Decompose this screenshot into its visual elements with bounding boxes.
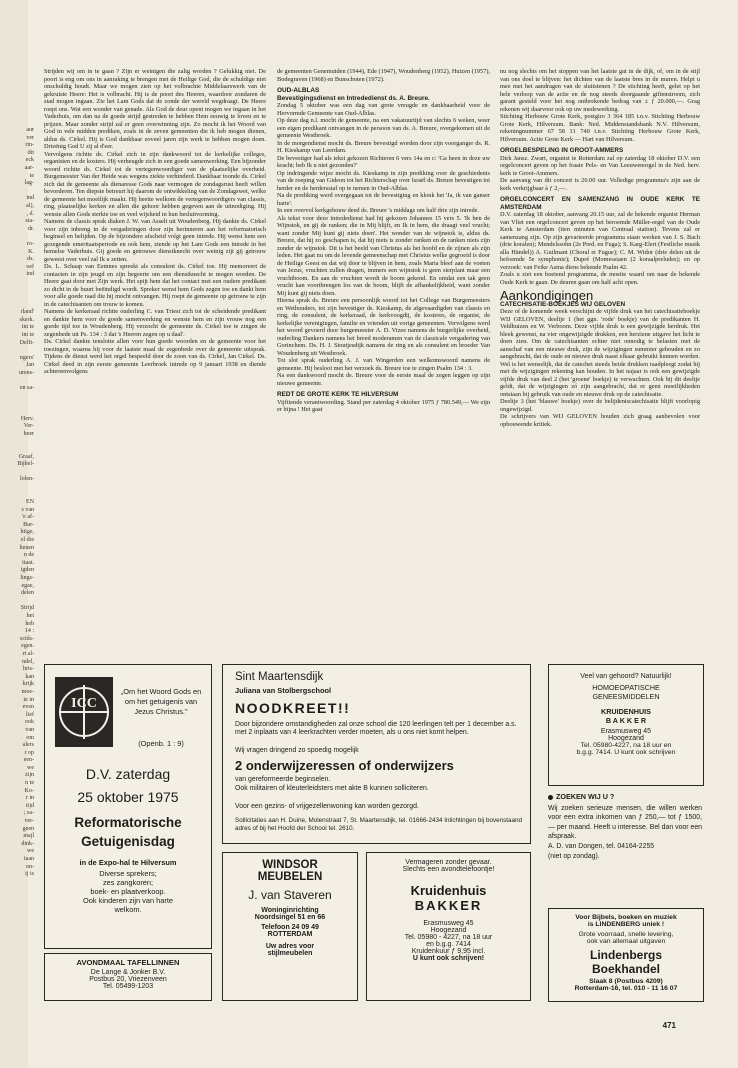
ad-title2: Boekhandel [591,962,660,976]
article-oud-alblas-paragraph-6: Na de prediking werd overgegaan tot de bevestiging en klonk het 'Ja, ik van ganser harte'. [277,192,490,207]
orgelconcert-p2: Zoals u ziet een boeiend programma, de moeite waard om naar de bekende Oude Kerk te gaan. De deuren gaan om half acht open. [500,271,700,286]
ad-paragraph6: Sollicitaties aan H. Duine, Molenstraat 7, St. Maartensdijk, tel. 01666-2434 Inlichtingen bij bovenstaand adres of bij het Hoofd der School tel. 2610. [235,817,523,832]
cut-line: dink- [21,840,34,847]
event-title-line1: Reformatorische [74,815,182,830]
cut-line: lag- [24,180,34,187]
cut-line: n te [25,780,34,787]
cut-line: ind [26,195,34,202]
cut-line: egae, [21,582,34,589]
ad-line4: ROTTERDAM [267,931,313,938]
vacancy-heading: 2 onderwijzeressen of onderwijzers [235,758,454,773]
article-oud-alblas-paragraph-10: Tot slot sprak ouderling A. J. van Wingerden een welkomswoord namens de gemeente. Hij besloot met het verzoek ds. Breure toe te zingen Psalm 134 : 3. [277,357,490,372]
icc-logo-icon [55,677,113,747]
catechisatie-p3: De schrijvers van WIJ GELOVEN houden zich graag aanbevolen voor opbouwende kritiek. [500,413,700,428]
icc-logo [55,677,113,747]
cut-line: Jan [26,362,34,369]
cut-line: aar- [24,164,34,171]
ad-title1: Kruidenhuis [410,883,487,898]
article-cirkel-paragraph-6: Ds. Cirkel dankte tenslotte allen voor hun goede woorden en de gemeente voor het toezingen, waarna hij voor de laatste maal de zegenbede over de gemeente uitsprak. Tijdens de dienst werd het orgel bespeeld door de zoon van ds. Cirkel, Jan Cirkel. Ds. Cirkel deed in zijn eerste gemeente Leerbroek intrede op 9 januari 1938 en diende achtereenvolgens [44,338,266,375]
ad-intro1: Vermageren zonder gevaar. [405,859,492,866]
cut-line: we [27,848,34,855]
ad-line3: Tel. 05499-1203 [102,983,154,990]
heading-grote-kerk-hilversum: REDT DE GROTE KERK TE HILVERSUM [277,391,399,398]
cut-line [0,469,34,477]
cut-line: 14 : [24,628,34,635]
article-cirkel-paragraph-4: Ds. L. Schaap van Eemnes spreekt als consulent ds. Cirkel toe. Hij memoreert de contacten in zijn jeugd en zijn begeerte om een dienstknecht te mogen worden. De Heere gaat door met Zijn werk. Het spijt hem dat het contact met een oudere predikant zo dicht in de buurt beëindigd wordt. Spreker wenst hem Gods zegen toe en dankt hem voor alle goede raad die hij mocht ontvangen. Hij roept de gemeente op getrouw te zijn in de catechisanten om trouw te komen. [44,263,266,308]
cut-line: zijn [25,772,34,779]
cut-line: dr. [27,225,34,232]
cut-line: majl [23,833,34,840]
article-grote-kerk-paragraph-2: Stichting Herbouw Grote Kerk, postgiro 3 364 185 t.n.v. Stichting Herbouw Grote Kerk, Hilversum. Bank: Ned. Middenstandsbank N.V. Hilversum, rekeningnummer 67 58 11 740 t.n.v. Stichting Herbouw Grote Kerk, Hilversum. Actie Grote Kerk — Hart van Hilversum. [500,113,700,143]
page-number: 471 [662,1021,676,1030]
event-line4: Ook kinderen zijn van harte welkom. [83,896,173,914]
heading-orgelconcert: ORGELCONCERT EN SAMENZANG IN OUDE KERK TE AMSTERDAM [500,196,700,211]
event-line1: Diverse sprekers; [99,869,157,878]
svg-text:ICC: ICC [71,696,97,711]
ad-reformatorische-getuigenisdag [44,664,212,949]
cut-line: rland' [20,309,34,316]
cut-line: n de [23,552,34,559]
cut-line: hris- [23,666,34,673]
article-cirkel-paragraph-5: Namens de kerkeraad richtte ouderling C. van Triest zich tot de scheidende predikant en dankte hem voor de goede samenwerking en wenste hem en zijn vrouw nog een goede tijd toe in Woudenberg. Hij verzocht de gemeente ds. Cirkel toe te zingen de zegenbede uit Ps. 134 : 3 dat 's Heeren zegen op u daal'. [44,308,266,338]
ad-price: Kruidenkuur ƒ 9,95 incl. [411,948,486,955]
cut-line: ro- [27,240,34,247]
cut-line: Herv. [20,415,34,422]
article-oud-alblas-paragraph-8: Als tekst voor deze intrededienst had hij gekozen Johannes 15 vers 5. 'Ik ben de Wijnstok, en gij de ranken; die in Mij blijft, en Ik in hem, die draagt veel vrucht; want zonder Mij kunt gij niets doen'. Het wonder van de wijnstok is, aldus ds. Breure, dat hij zo geschapen is, dat hij niets is zonder ranken en de ranken niets zijn zonder de wijnstok. Dit is het beeld van Christus als het hoofd en de zijnen als zijn leden. Het gaat nu om de levende gemeenschap met Christus welke gegroeid is door de Heilige Geest en dat wij door te blijven in hem, zoals Maria bleef aan de voeten van Jezus, vruchten zullen dragen, immers een wijnstok is geen sierplant maar een vruchtboom. En aan de vruchten wordt de boom gekend. En omdat een tak geen vrucht kan voortbrengen los van de boom, blijft de afhankelijkheid, want zonder Mij kunt gij niets doen. [277,214,490,297]
ad-contact: A. D. van Dongen, tel. 04164-2255 [548,842,655,850]
cut-line [0,347,34,355]
cut-line: een- [23,757,34,764]
cut-line: ; sa- [23,810,34,817]
catechisatie-p1: Deze of de komende week verschijnt de vijfde druk van het catechisatieboekje WIJ GELOVEN, deeltje 1 (het ggn. 'rode' boekje) van de predikanten H. Veldhuizen en W. Verboom. Deze vijfde druk is een gewijzigde herdruk. Het bleek gewenst, na vier ongewijzigde drukken, een herziene uitgave het licht te doen zien. Om de catechisanten echter niet onnodig te belasten met de aanschaf van een nieuwe druk, zijn de wijzigingen summier gehouden en zo aangebracht, dat de oude en nieuwe druk naast elkaar gebruikt kunnen worden. Wel is het wenselijk, dat de catechet steeds beide drukken raadpleegt zodat hij met de wijzigingen rekening kan houden. In het najaar is ook een gewijzigde vijfde druk van deel 2 (het 'groene' boekje) te verwachten. Ook bij dit deeltje geldt, dat de wijzigingen zó zijn aangebracht, dat er geen moeilijkheden ontstaan bij gebruik van oude en nieuwe druk op de catechisatie. [500,308,700,398]
cut-line: eck [25,157,34,164]
cut-line: Graaf, [18,453,34,460]
cut-line: s van [21,506,34,513]
ad-shop1: KRUIDENHUIS [601,707,651,716]
school-name: Juliana van Stolbergschool [235,686,332,695]
cut-line [0,188,34,196]
ad-line3: Grote voorraad, snelle levering, [578,931,674,938]
ad-paragraph5: Voor een gezins- of vrijgezellenwoning kan worden gezorgd. [235,803,419,810]
ad-lindenbergs-boekhandel [548,908,704,1002]
cut-line: r in [25,795,34,802]
ad-phone: Tel. 05980-4227, na 18 uur en [580,742,672,749]
ad-address2: Hoogezand [608,735,644,742]
ad-title: ZOEKEN WIJ U ? [548,792,702,802]
cut-line: het [26,613,34,619]
cut-off-left-column [0,127,34,879]
ad-title1: WINDSOR [262,859,318,871]
ad-address1: Erasmusweg 45 [600,728,652,735]
ad-title: AVONDMAAL TAFELLINNEN [76,958,180,967]
orgelbespeling-p1: Dirk Jansz. Zwart, organist te Rotterdam zal op zaterdag 18 oktober D.V. een orgelconcert geven op het fraaie Pels- en Van Leeuwenorgel in de Ned. herv. kerk te Groot-Ammers. [500,154,700,177]
bullet-icon [548,795,553,800]
orgelconcert-p1: D.V. zaterdag 18 oktober, aanvang 20.15 uur, zal de bekende organist Herman van Vliet een orgelconcert geven op het beroemde Müller-orgel van de Oude Kerk te Amsterdam (tien minuten van Centraal station). Tevens zal er samenzang zijn. Op zijn gevarieerde programma staan werken van J. S. Bach (drie koralen); Mendelssohn (2e Pred. en Fuga); S. Karg-Elert (Festliche musik alla Händel)) A. Guilmant (Choral et Fugue); C. M. Widor (drie delen uit de befoemde 5e symphonie); Dupré (Momessiaen (2 koraalpreludes); en op verzoek: van Feike Asma diens bekende Psalm 42. [500,211,700,271]
cut-line: EN [26,499,34,506]
orgelbespeling-p2: De aanvang van dit concert is 20.00 uur. Volledige programma's zijn aan de kerk verkrijgbaar à ƒ 2,—. [500,177,700,192]
article-oud-alblas-paragraph-2: Op deze dag n.l. mocht de gemeente, na een vakatuurtijd van slechts 6 weken, weer een eigen predikant ontvangen in de persoon van ds. A. Breure, overgekomen uit de gemeente Westbroek. [277,117,490,139]
cut-line: tijd [25,802,34,809]
cut-line: lings- [20,575,34,582]
cut-line: kan [25,673,34,680]
ad-line4: ook van allemaal uitgaven [586,938,666,945]
cut-line: igden [20,567,34,574]
cut-line: lief [26,711,34,718]
ad-line6: stijlmeubelen [267,950,313,957]
ad-closing: U kunt ook schrijven! [412,955,485,962]
cut-line: we [27,764,34,771]
ad-title1: Lindenbergs [589,948,662,962]
article-oud-alblas-paragraph-5: Op indringende wijze mocht ds. Kieskamp in zijn prediking over de geschiedenis van de roeping van Gideon tot het Richterschap over Israël ds. Breure bevestigen tot herder en de herdersstaf op te nemen in Oud-Alblas. [277,169,490,192]
event-date-line2: 25 oktober 1975 [77,789,179,805]
ad-zoeken-wij-u [548,792,702,861]
article-oud-alblas-paragraph-4: De bevestiger had als tekst gekozen Richteren 6 vers 14a en c: 'Ga heen in deze uw kracht; heb Ik u niet gezonden?' [277,154,490,169]
cut-line: taan [24,856,34,862]
article-cirkel-paragraph-3: Namens de classis sprak diaken J. W. van Asselt uit Woudenberg. Hij dankte ds. Cirkel voor zijn inbreng in de vergaderingen door zijn herinneren aan het reformatorisch beginsel en belijden. Op de bijzondere afscheid volgt geen intrede. Hij wenst hem een gezegende emeritaatsperiode en ook hem, ziende op het Lam Gods een intrede in het hemelse Vaderhuis. Gij goede en getrouwe dienstknecht over weinig zijt gij getrouw geweest over veel zal Ik u zetten. [44,218,266,263]
ad-title1: HOMOEOPATISCHE [592,683,660,692]
ad-phone: Rotterdam-16, tel. 010 - 11 16 07 [574,985,678,992]
cut-line: int te [21,332,34,339]
ad-paragraph3: van gereformeerde beginselen. [235,776,331,783]
cut-line: delen [21,590,34,597]
article-cirkel-paragraph-2: Vervolgens richtte ds. Cirkel zich in zijn dankwoord tot de kerkelijke colleges, organisten en de kosters. Hij verheugde zich in een goede samenwerking. Een bijzonder woord richtte ds. Cirkel tot de vertegenwoordiger van de plaatselijke overheid. Burgemeester Van der Heide was wegens ziekte verhinderd. Dankbaar toonde ds. Cirkel zich dat de gemeente als dienaresse Gods naar vermogen de zondagsrust heeft willen bevorderen. Ten diepste betreurt hij daarom de ontwikkeling van de Zondagswet, welke de gemeente het moeilijk maakt. Hij heette welkom de vertegenwoordigers van classis, ring, plaatselijke kerken en allen die gehoor hebben gegeven aan de uitnodiging. Hij wenste allen Gods sterkte toe en veel wijsheid in hun besluitvorming. [44,150,266,218]
cut-line [0,279,34,287]
ad-title2: BAKKER [414,898,483,913]
cut-line: Ko- [24,787,34,794]
ad-intro2: Slechts een avondtelefoontje! [402,866,495,873]
cut-line [0,438,34,446]
ad-address2: Hoogezand [430,927,467,934]
cut-line: oef [26,263,34,270]
ad-phone2: en b.g.g. 7414 [426,941,471,948]
ad-kruidenhuis-bakker [366,852,531,1001]
cut-line: te [29,172,34,179]
cut-line: ind [26,271,34,278]
cut-line: krijk [22,681,34,688]
cut-line: lienen [19,544,34,551]
ad-title2: MEUBELEN [257,871,323,883]
cut-line: heb [25,620,34,627]
article-column-1 [44,68,266,658]
cut-line [0,286,34,294]
cut-line: Bur- [23,521,34,528]
cut-line: dit [27,149,34,156]
ad-phone1: Tel. 05980 - 4227, na 18 uur [404,934,493,941]
cut-line: om [26,734,34,741]
cut-line: urens- [19,370,34,376]
article-grote-kerk-paragraph-1: nu nog slechts om het stoppen van het laatste gat in de dijk, of, om in de stijl van ons doel te blijven: het dichten van de laatste bres in de muren. Helpt u mee met het aandragen van de sluitstenen ? De stichting heeft, gelet op het hele verloop van de actie en de nog steeds doorgaande giftenstroom, zich garant gesteld voor het nog ontbrekende bedrag van ± ƒ 20.000,—. Grag rekenen wij daarvoor ook op uw medewerking. [500,68,700,113]
noodkreet-heading: NOODKREET!! [235,700,351,716]
event-line2: zes zangkoren; [102,878,154,887]
cut-line: even [22,704,34,711]
ad-line2: is LINDENBERG uniek ! [587,921,665,928]
ad-line5: Uw adres voor [265,943,315,950]
article-oud-alblas-body [277,102,490,387]
cut-line: lolen- [20,476,34,483]
article-oud-alblas-paragraph-1: Zondag 5 oktober was een dag van grote vreugde en dankbaarheid voor de Hervormde Gemeente van Oud-Alblas. [277,102,490,117]
cut-line [0,492,34,500]
quote-reference: (Openb. 1 : 9) [138,739,184,748]
ad-address1: Erasmusweg 45 [423,920,474,927]
ad-shop2: B A K K E R [605,716,647,725]
cut-line: Strijd [20,605,34,612]
previous-article-end: de gemeenten Genemuiden (1944), Ede (1947), Woudenberg (1952), Huizen (1957), Bodegraven (1968) en Bunschoten (1972). [277,68,490,83]
cut-line [0,598,34,606]
article-oud-alblas-paragraph-9: Hierna sprak ds. Breure een persoonlijk woord tot het College van Burgemeesters en Wethouders, tot zijn bevestiger ds. Kieskamp, de afgevaardigden van classis en ring, de consulent, de kerkeraad, de kerkvoogdij, de kosteres, de organist, de kerkelijke verenigingen, familie en vrienden uit vorige gemeenten. Vervolgens werd het woord gevoerd door burgemeester A. D. Vizee namens de burgerlijke overheid, ouderling Dankers namens het breed moderamen van de classicale vergadering van Gorinchem. Ds. H. J. Stoutjesdijk namens de ring en als consulent en broeder Van Woudenberg uit Westbroek. [277,297,490,357]
ad-line1: De Lange & Jonker B.V. [90,969,166,976]
cut-line: aur [26,127,34,133]
ad-line2: Noordsingel 51 en 66 [254,914,326,921]
ad-homoeopatische-geneesmiddelen [548,664,704,786]
article-grote-kerk-start: Vijftiende verantwoording. Stand per zaterdag 4 oktober 1975 ƒ 780.549,— We zijn er bijna ! Het gaat [277,398,490,413]
ad-windsor-meubelen [222,852,358,1001]
cut-line [0,233,34,241]
heading-aankondigingen: Aankondigingen [500,288,594,303]
quote-text: „Om het Woord Gods en om het getuigenis van Jezus Christus." [120,687,202,716]
cut-line: egen. [21,643,34,650]
ad-paragraph2: Wij vragen dringend zo spoedig mogelijk [235,747,359,754]
article-column-3 [500,68,700,658]
cut-line: Ver- [23,423,34,430]
cut-line: on- [26,863,34,870]
article-oud-alblas-paragraph-7: In een overvol kerkgebouw deed ds. Breure 's middags om half drie zijn intrede. [277,207,480,214]
cut-line [0,484,34,492]
ad-address: Slaak 8 (Postbus 4209) [589,978,663,985]
ad-line1: Voor Bijbels, boeken en muziek [575,914,677,921]
cut-line: itaat. [22,559,34,566]
cut-line: ds. [27,256,34,263]
article-column-2 [277,68,490,658]
cut-line: htige, [20,529,34,536]
cut-line: r op [24,749,34,756]
ad-title2: GENEESMIDDELEN [592,692,660,701]
cut-line [0,294,34,302]
cut-line: ook [25,719,34,726]
cut-line [0,408,34,416]
ad-line1: Woninginrichting [261,907,319,914]
cut-line: ngers' [19,354,34,361]
catechisatie-p2: Deeltje 3 (het 'blauwe' boekje) over de belijdeniscatechisatie blijft voorlopig ongewijzigd. [500,398,700,413]
cut-line: en sa- [19,385,34,392]
ad-closing: b.g.g. 7414. U kunt ook schrijven [576,749,676,756]
cut-line [0,393,34,401]
ad-owner: J. van Staveren [248,888,332,902]
article-grote-kerk-end [500,68,700,143]
ad-paragraph4: Ook militairen of kleuterleidsters met akte B kunnen solliciteren. [235,785,429,792]
cut-line [0,400,34,408]
cut-line [0,378,34,386]
cut-line: te in [23,696,34,703]
cut-line: 'e af- [22,514,34,521]
ad-note: (niet op zondag). [548,852,600,860]
cut-line: el die [20,537,34,544]
ad-avondmaal-tafellinnen [44,953,212,1001]
ad-sint-maartensdijk [222,664,531,844]
cut-line: geen [22,825,34,832]
ad-intro: Veel van gehoord? Natuurlijk! [580,673,672,680]
heading-orgelbespeling: ORGELBESPELING IN GROOT-AMMERS [500,147,624,154]
cut-line: sta- [25,218,34,225]
cut-line: ij is [25,871,34,878]
cut-line [0,302,34,310]
ad-paragraph1: Door bijzondere omstandigheden zal onze school die 120 leerlingen telt per 1 december a.s. met 2 inplaats van 4 leerkrachten verder moeten, als u ons niet komt helpen. [235,721,517,737]
cut-line: scids- [20,635,34,642]
ad-body: Wij zoeken serieuze mensen, die willen werken voor een extra inkomen van ƒ 250,— tot ƒ 1500,— per maand. Heeft u interesse. Bel dan voor een afspraak. [548,804,702,841]
cut-line: rin- [25,142,34,149]
cut-line: ver- [24,818,34,825]
event-date-line1: D.V. zaterdag [85,766,171,782]
article-oud-alblas-paragraph-3: In de morgendienst mocht ds. Breure bevestigd worden door zijn voorganger ds. R. H. Kieskamp van Leerdam. [277,139,490,154]
subheading-bevestigingsdienst: Bevestigingsdienst en Intrededienst ds. A. Breure. [277,94,430,102]
event-location: in de Expo-hal te Hilversum [79,858,177,867]
cut-line: heer [23,430,34,437]
cut-line: van [25,726,34,733]
cut-line: rt al- [22,650,34,657]
cut-line: K. [28,248,34,255]
school-place: Sint Maartensdijk [235,671,324,683]
ad-line2: Postbus 20, Vriezenveen [89,976,167,983]
cut-line: al), [26,202,34,209]
article-oud-alblas-paragraph-11: Na een dankwoord mocht ds. Breure voor de eerste maal de zegen leggen op zijn nieuwe gemeente. [277,372,490,387]
cut-line: moe- [21,688,34,695]
cut-line: Bijbel- [17,461,34,468]
ad-line3: Telefoon 24 09 49 [261,924,319,931]
heading-catechisatie-boekjes: CATECHISATIE-BOEKJES WIJ GELOVEN [500,300,626,308]
cut-line: ver [26,134,34,141]
cut-line: int te [21,324,34,331]
cut-line: skerk. [19,316,34,323]
cut-line [0,446,34,454]
heading-oud-alblas: OUD-ALBLAS [277,87,320,94]
event-title-line2: Getuigenisdag [81,834,175,849]
event-line3: boek- en plaatverkoop. [90,887,166,896]
cut-line: ndel, [22,658,34,665]
cut-line: , d. [26,210,34,217]
cut-line: Delft- [19,339,34,346]
article-cirkel-paragraph-1: Strijden wij om in te gaan ? Zijn er weinigen die zalig worden ? Gelukkig niet. De poort is eng om ons in aanraking te brengen met de Heilige God, die de schuldige niet onschuldig houdt. Maar we mogen zien op het volbrachte Middelaarswerk van de gekruiste Heere: Het is volbracht. Hij is de poort des Heeren, waardoor zondaren de stad mogen ingaan. Zie het Lam Gods dat de zonde der wereld wegdraagt. De Heere roept ons. Wat een wonder van genade. Als God de deur opent mogen we ingaan in het Vaderhuis, om dan na de goede strijd gestreden te hebben Hem eeuwig te loven en te prijzen. Maar zonder strijd zal er geen overwinning zijn. Zo mocht ik het Woord van God in vele midden prediken, zoals in de zeven gemeenten die ik heb mogen dienen, aldus ds. Cirkel. Hij is God dankbaar zoveel jaren zijn werk te hebben mogen doen. Drieënig God U zij al d'eer. [44,68,266,150]
cut-line: alers [22,742,34,749]
